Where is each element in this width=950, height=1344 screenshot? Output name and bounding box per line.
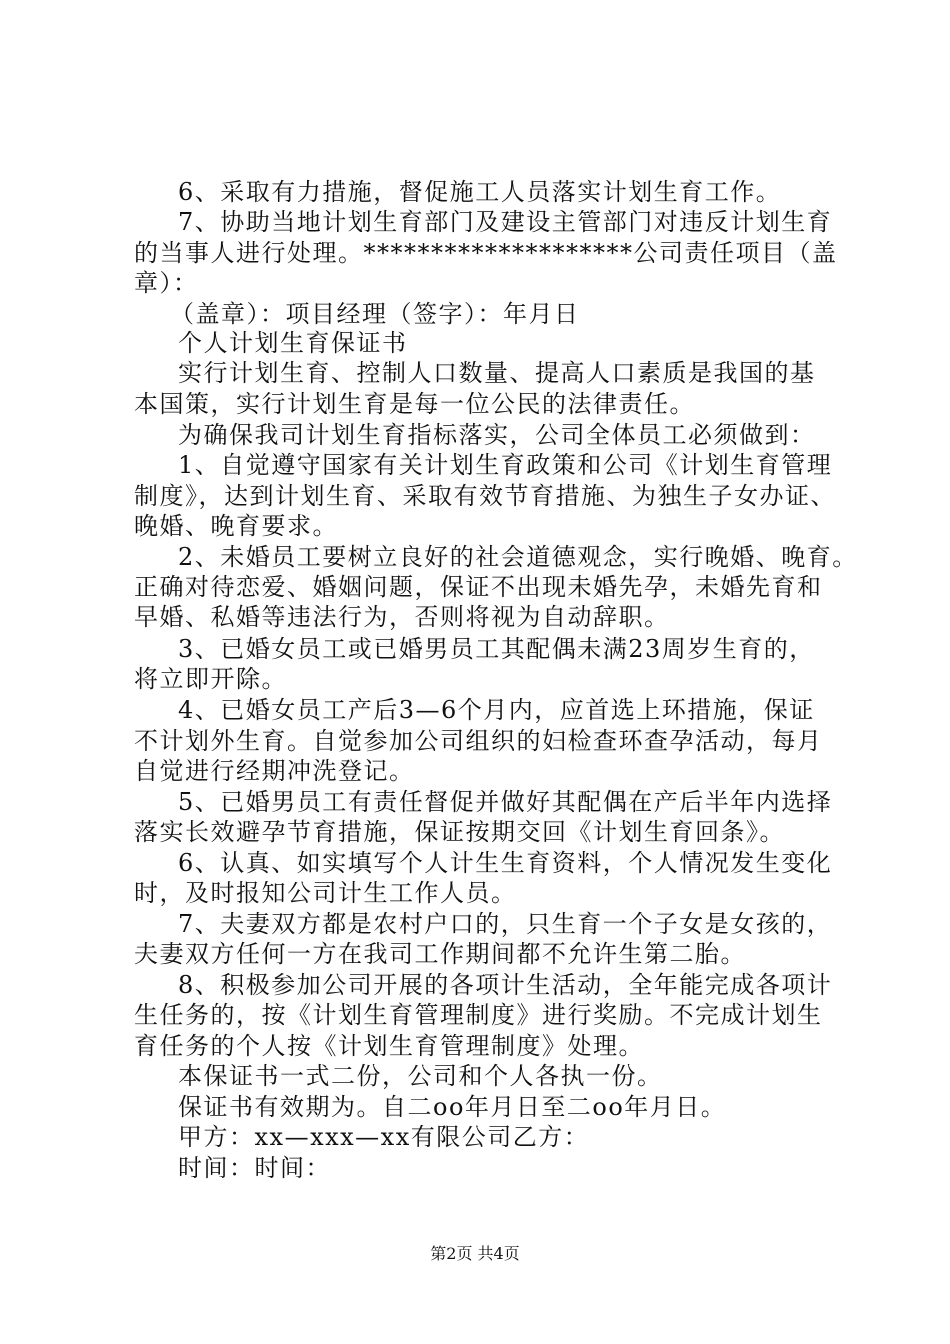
- text-line: 7、夫妻双方都是农村户口的，只生育一个子女是女孩的，: [178, 910, 833, 938]
- text-line: 8、积极参加公司开展的各项计生活动，全年能完成各项计: [178, 971, 833, 999]
- text-line: 本国策，实行计划生育是每一位公民的法律责任。: [134, 390, 695, 418]
- text-line: 自觉进行经期冲洗登记。: [134, 757, 415, 785]
- text-line: 育任务的个人按《计划生育管理制度》处理。: [134, 1032, 644, 1060]
- document-title: 个人计划生育保证书: [178, 329, 408, 357]
- text-line: 本保证书一式二份，公司和个人各执一份。: [178, 1062, 663, 1090]
- text-line: 制度》，达到计划生育、采取有效节育措施、为独生子女办证、: [134, 482, 836, 510]
- text-line: 5、已婚男员工有责任督促并做好其配偶在产后半年内选择: [178, 788, 833, 816]
- page-number-indicator: 第2页 共4页: [430, 1244, 520, 1263]
- page-footer: [0, 1244, 950, 1264]
- text-line: 章）：: [134, 269, 199, 297]
- text-line: （盖章）：项目经理（签字）：年月日: [170, 300, 580, 328]
- text-line: 将立即开除。: [134, 665, 287, 693]
- text-line: 3、已婚女员工或已婚男员工其配偶未满23周岁生育的，: [178, 635, 815, 663]
- text-line: 落实长效避孕节育措施，保证按期交回《计划生育回条》。: [134, 818, 785, 846]
- text-line: 夫妻双方任何一方在我司工作期间都不允许生第二胎。: [134, 940, 746, 968]
- text-line: 不计划外生育。自觉参加公司组织的妇检查环查孕活动，每月: [134, 727, 823, 755]
- text-line: 的当事人进行处理。********************公司责任项目（盖: [134, 239, 838, 267]
- text-line: 1、自觉遵守国家有关计划生育政策和公司《计划生育管理: [178, 451, 833, 479]
- text-line: 保证书有效期为。自二oo年月日至二oo年月日。: [178, 1093, 727, 1121]
- text-line: 2、未婚员工要树立良好的社会道德观念，实行晚婚、晚育。: [178, 543, 858, 571]
- text-line: 生任务的，按《计划生育管理制度》进行奖励。不完成计划生: [134, 1001, 823, 1029]
- text-line: 为确保我司计划生育指标落实，公司全体员工必须做到：: [178, 421, 816, 449]
- text-line: 6、采取有力措施，督促施工人员落实计划生育工作。: [178, 178, 782, 206]
- text-line: 4、已婚女员工产后3—6个月内，应首选上环措施，保证: [178, 696, 815, 724]
- text-line: 正确对待恋爱、婚姻问题，保证不出现未婚先孕，未婚先育和: [134, 573, 823, 601]
- text-line: 6、认真、如实填写个人计生生育资料，个人情况发生变化: [178, 849, 833, 877]
- text-line: 时，及时报知公司计生工作人员。: [134, 879, 517, 907]
- text-line: 7、协助当地计划生育部门及建设主管部门对违反计划生育: [178, 208, 833, 236]
- text-line: 时间：时间：: [178, 1154, 331, 1182]
- text-line: 早婚、私婚等违法行为，否则将视为自动辞职。: [134, 603, 670, 631]
- text-line: 实行计划生育、控制人口数量、提高人口素质是我国的基: [178, 359, 816, 387]
- text-line: 甲方：xx—xxx—xx有限公司乙方：: [178, 1123, 590, 1151]
- text-line: 晚婚、晚育要求。: [134, 512, 338, 540]
